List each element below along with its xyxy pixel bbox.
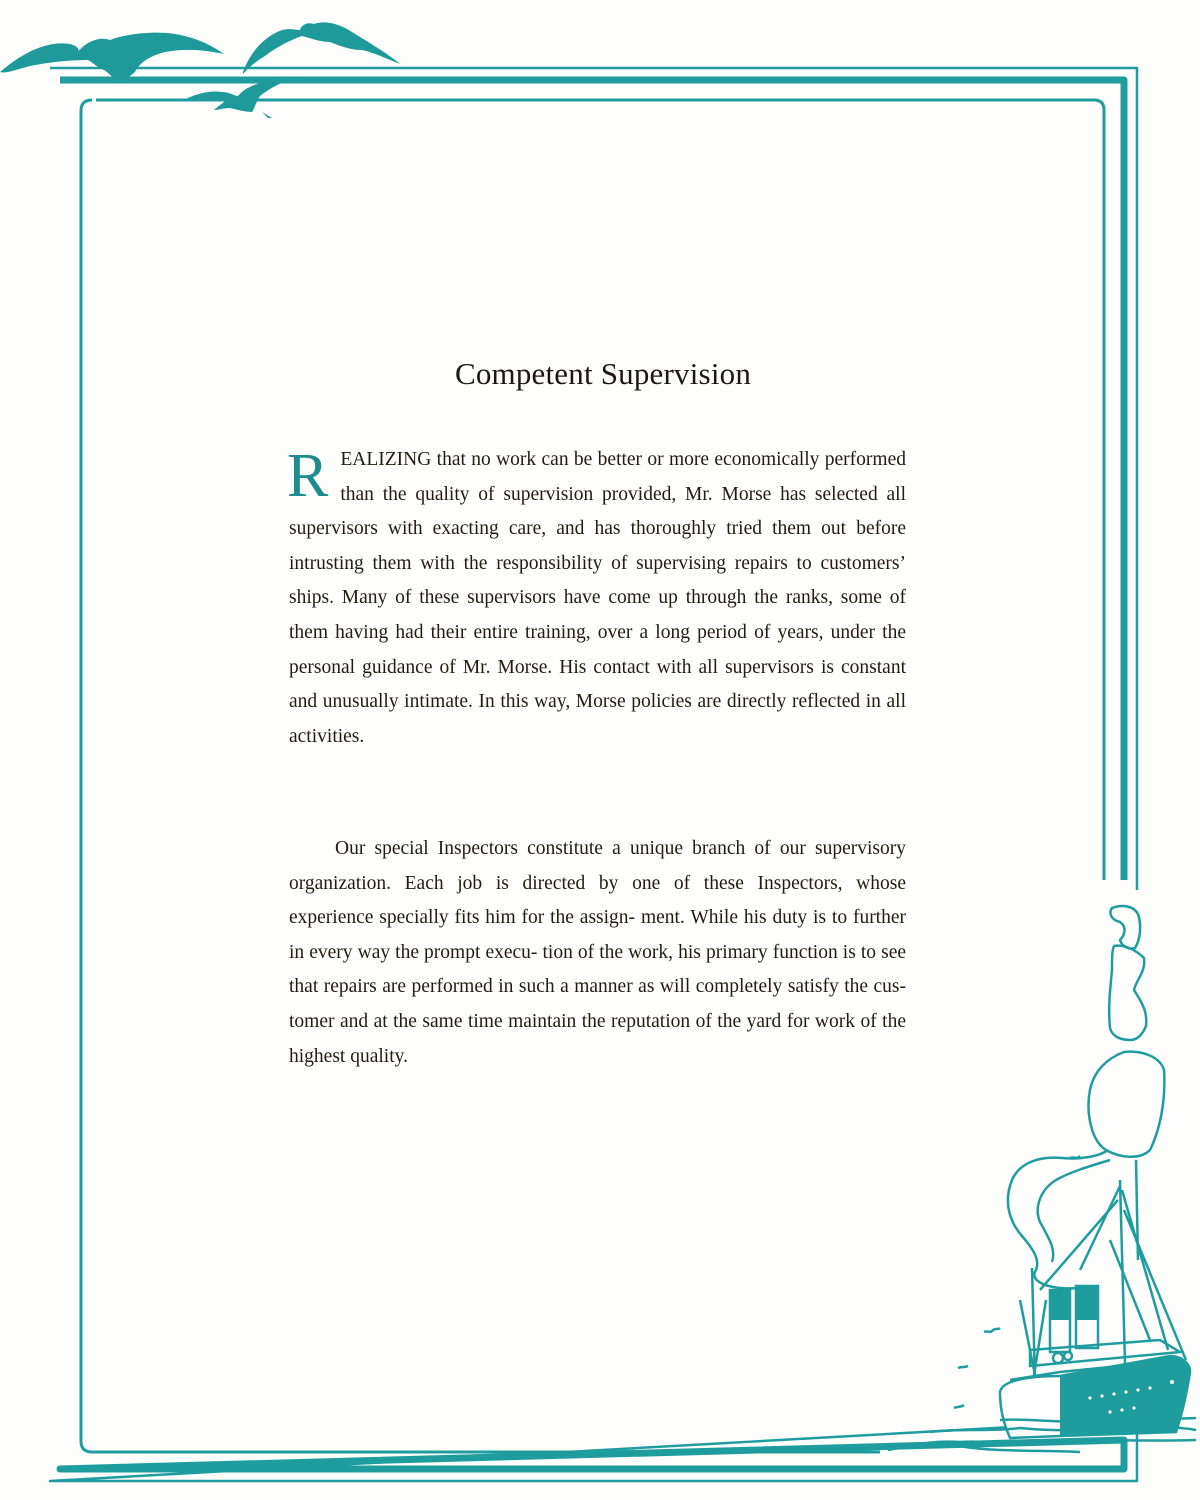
paragraph-2-line-2: supervisory organization. Each job is directed by one of these — [289, 838, 906, 894]
smoke-trail-icon — [1008, 906, 1164, 1290]
paragraph-2-line-4: ment. While his duty is to further in every way the prompt execu- — [289, 907, 906, 963]
steamship-icon — [888, 1156, 1196, 1452]
paragraph-1-line-10: policies are directly reflected in all activities. — [289, 691, 906, 747]
paragraph-2-line-7: tomer and at the same time maintain the reputation of the yard — [289, 1010, 782, 1032]
drop-cap: R — [287, 442, 329, 510]
paragraph-2-line-1: Our special Inspectors constitute a unique branch of our — [335, 838, 806, 859]
paragraph-1 — [289, 443, 906, 754]
seagulls-icon — [0, 22, 400, 118]
paragraph-1-line-9: supervisors is constant and unusually intimate. In this way, Morse — [289, 656, 906, 713]
paragraph-1-line-5: responsibility of supervising repairs to customers’ ships. Many — [289, 552, 907, 609]
paragraph-1-line-7: them having had their entire training, over a long period of years, — [289, 621, 824, 643]
page-title: Competent Supervision — [454, 356, 752, 391]
paragraph-1-line-2: performed than the quality of supervision provided, Mr. — [340, 449, 906, 505]
lead-caps: EALIZING — [340, 449, 432, 470]
paragraph-2-line-3: Inspectors, whose experience specially fits him for the assign- — [289, 872, 907, 929]
paragraph-2-line-8: for work of the highest quality. — [289, 1010, 906, 1067]
paragraph-2-line-6: performed in such a manner as will completely satisfy the cus- — [411, 976, 907, 998]
paragraph-2 — [289, 832, 906, 1074]
paragraph-1-line-8: under the personal guidance of Mr. Morse. His contact with all — [289, 621, 907, 678]
paragraph-1-line-3: Morse has selected all supervisors with exacting care, and has — [289, 483, 906, 540]
paragraph-1-line-4: thoroughly tried them out before intrusting them with the — [289, 518, 906, 574]
paragraph-1-line-1: that no work can be better or more economically — [431, 449, 820, 470]
paragraph-1-line-6: of these supervisors have come up through the ranks, some of — [395, 587, 907, 609]
paragraph-2-line-5: tion of the work, his primary function is to see that repairs are — [289, 941, 907, 998]
